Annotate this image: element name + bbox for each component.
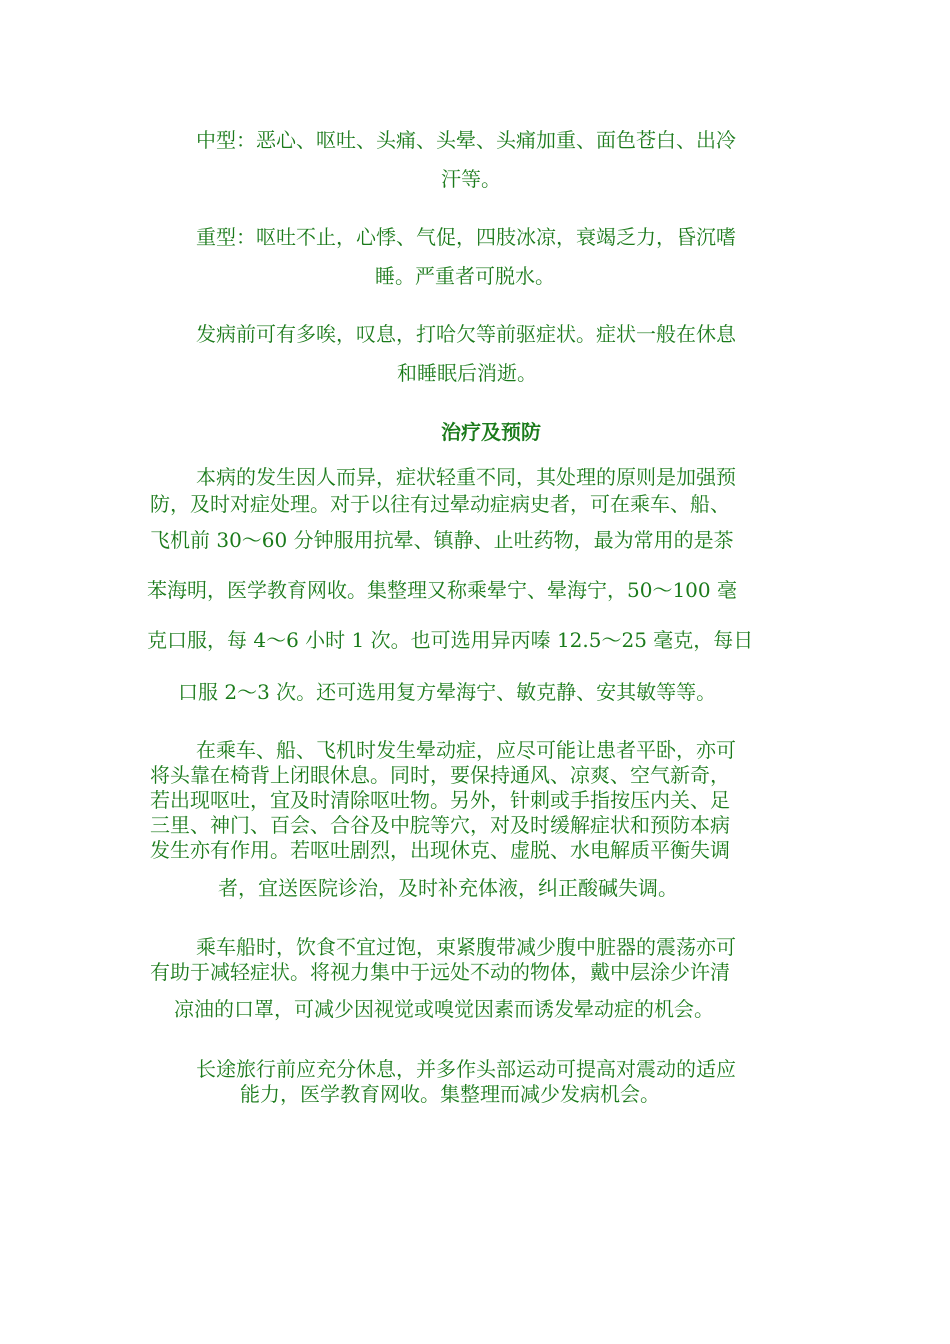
text-line: 口服 2～3 次。还可选用复方晕海宁、敏克静、安其敏等等。 [178, 680, 717, 704]
text-line: 在乘车、船、飞机时发生晕动症，应尽可能让患者平卧，亦可 [196, 738, 736, 762]
text-line: 能力，医学教育网收。集整理而减少发病机会。 [240, 1082, 660, 1106]
text-line: 长途旅行前应充分休息，并多作头部运动可提高对震动的适应 [196, 1057, 736, 1081]
text-line: 者，宜送医院诊治，及时补充体液，纠正酸碱失调。 [218, 876, 678, 900]
text-line: 克口服，每 4～6 小时 1 次。也可选用异丙嗪 12.5～25 毫克，每日 [147, 628, 754, 652]
text-line: 防，及时对症处理。对于以往有过晕动症病史者，可在乘车、船、 [150, 492, 730, 516]
text-line: 乘车船时，饮食不宜过饱，束紧腹带减少腹中脏器的震荡亦可 [196, 935, 736, 959]
text-line: 汗等。 [441, 167, 501, 191]
text-line: 若出现呕吐，宜及时清除呕吐物。另外，针刺或手指按压内关、足 [150, 788, 730, 812]
text-line: 凉油的口罩，可减少因视觉或嗅觉因素而诱发晕动症的机会。 [174, 997, 714, 1021]
text-line: 睡。严重者可脱水。 [375, 264, 555, 288]
text-line: 发病前可有多唉，叹息，打哈欠等前驱症状。症状一般在休息 [196, 322, 736, 346]
text-line: 飞机前 30～60 分钟服用抗晕、镇静、止吐药物，最为常用的是茶 [150, 528, 734, 552]
text-line: 和睡眠后消逝。 [397, 361, 537, 385]
text-line: 有助于减轻症状。将视力集中于远处不动的物体，戴中层涂少许清 [150, 960, 730, 984]
text-line: 苯海明，医学教育网收。集整理又称乘晕宁、晕海宁，50～100 毫 [147, 578, 737, 602]
text-line: 重型：呕吐不止，心悸、气促，四肢冰凉，衰竭乏力，昏沉嗜 [196, 225, 736, 249]
text-line: 将头靠在椅背上闭眼休息。同时，要保持通风、凉爽、空气新奇， [150, 763, 730, 787]
heading-text: 治疗及预防 [441, 420, 541, 444]
text-line: 发生亦有作用。若呕吐剧烈，出现休克、虚脱、水电解质平衡失调 [150, 838, 730, 862]
text-line: 三里、神门、百会、合谷及中脘等穴，对及时缓解症状和预防本病 [150, 813, 730, 837]
text-line: 中型：恶心、呕吐、头痛、头晕、头痛加重、面色苍白、出冷 [196, 128, 736, 152]
text-line: 本病的发生因人而异，症状轻重不同，其处理的原则是加强预 [196, 465, 736, 489]
